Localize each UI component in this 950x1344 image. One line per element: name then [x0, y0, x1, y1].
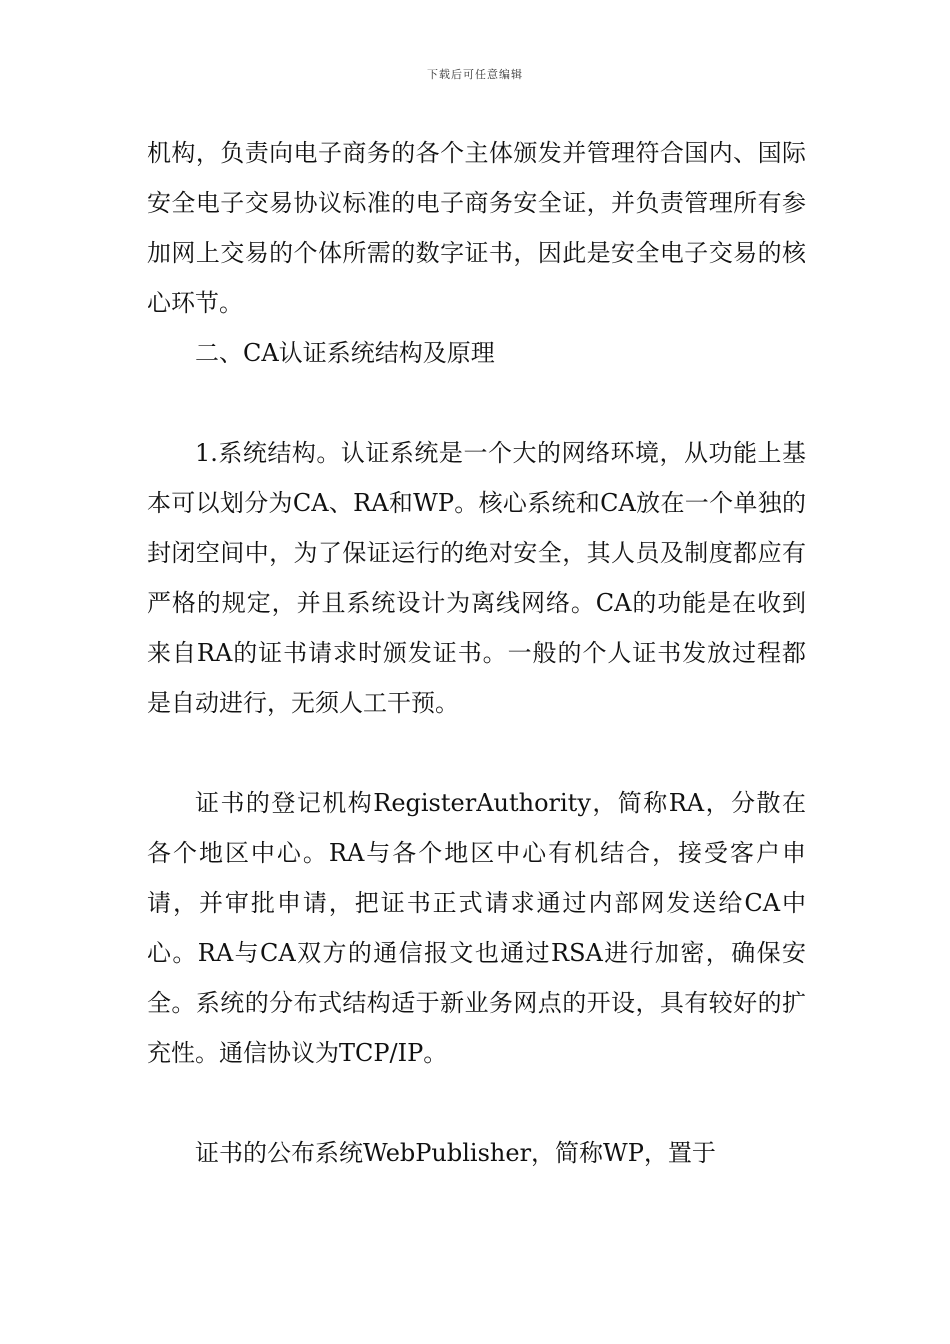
page-header: 下载后可任意编辑 — [427, 68, 523, 81]
paragraph-web-publisher: 证书的公布系统WebPublisher，简称WP，置于 — [195, 1139, 716, 1167]
section-heading: 二、CA认证系统结构及原理 — [195, 339, 495, 367]
paragraph-system-structure: 1.系统结构。认证系统是一个大的网络环境，从功能上基本可以划分为CA、RA和WP。核心系统和CA放在一个单独的封闭空间中，为了保证运行的绝对安全，其人员及制度都应有严格的规定，并且系统设计为离线网络。CA的功能是在收到来自RA的证书请求时颁发证书。一般的个人证书发放过程都是自动进行，无须人工干预。 — [147, 439, 806, 717]
document-body — [147, 128, 806, 1178]
paragraph-register-authority: 证书的登记机构RegisterAuthority，简称RA，分散在各个地区中心。RA与各个地区中心有机结合，接受客户申请，并审批申请，把证书正式请求通过内部网发送给CA中心。RA与CA双方的通信报文也通过RSA进行加密，确保安全。系统的分布式结构适于新业务网点的开设，具有较好的扩充性。通信协议为TCP/IP。 — [147, 789, 806, 1067]
paragraph-ca-role: 机构，负责向电子商务的各个主体颁发并管理符合国内、国际安全电子交易协议标准的电子商务安全证，并负责管理所有参加网上交易的个体所需的数字证书，因此是安全电子交易的核心环节。 — [147, 139, 806, 317]
